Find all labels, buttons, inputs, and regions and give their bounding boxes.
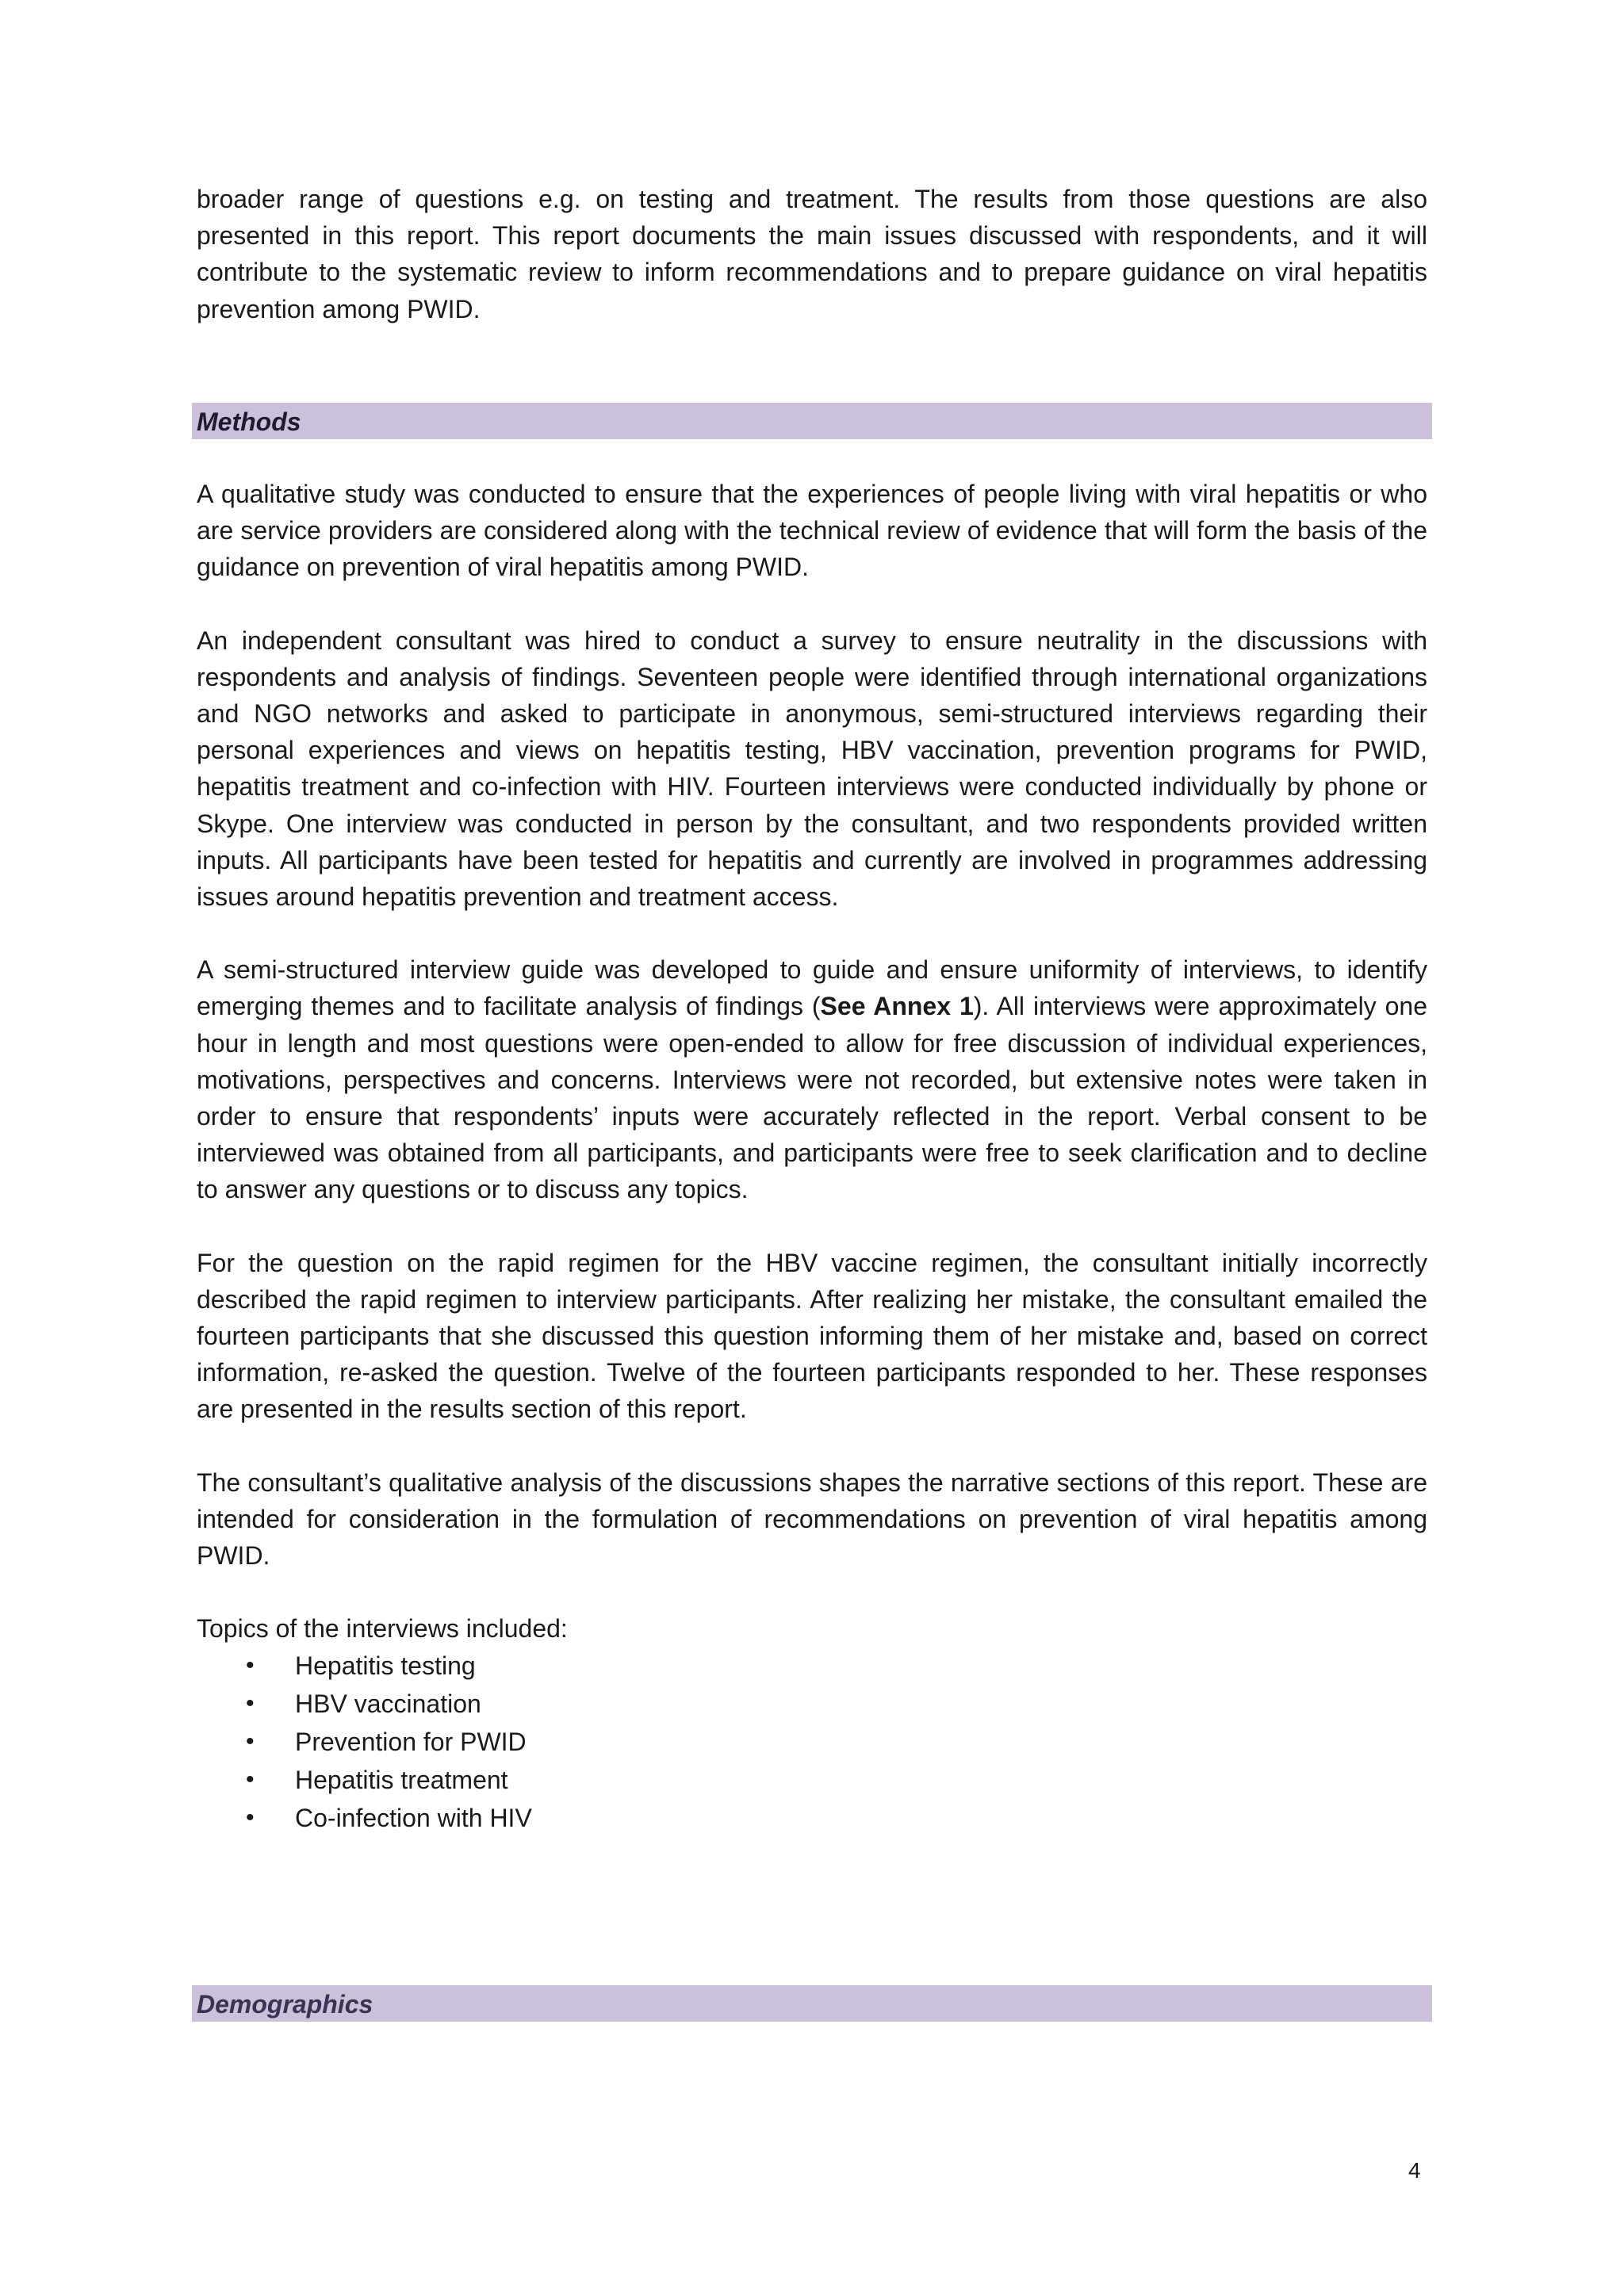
bullet-icon: • [246, 1804, 255, 1831]
list-item: • Co-infection with HIV [197, 1799, 1427, 1837]
topics-intro: Topics of the interviews included: [197, 1614, 568, 1644]
bullet-icon: • [246, 1652, 255, 1679]
intro-block [197, 181, 1427, 327]
bullet-icon: • [246, 1766, 255, 1793]
methods-paragraph-3-start: A semi-structured interview guide was developed to guide and ensure uniformity of interviews, to identify emerging themes and to facilitate analysis of findings ( [197, 955, 1427, 1021]
bullet-icon: • [246, 1690, 255, 1717]
methods-paragraph-4: For the question on the rapid regimen for the HBV vaccine regimen, the consultant initially incorrectly described the rapid regimen to interview participants. After realizing her mistake, the consultant emailed the fourteen participants that she discussed this question informing them of her mistake and, based on correct information, re-asked the question. Twelve of the fourteen participants responded to her. These responses are presented in the results section of this report. [197, 1248, 1427, 1424]
demographics-heading-bar [192, 1985, 1432, 2022]
list-item: • Prevention for PWID [197, 1723, 1427, 1761]
list-item: • Hepatitis treatment [197, 1761, 1427, 1799]
methods-paragraph-1: A qualitative study was conducted to ensure that the experiences of people living with viral hepatitis or who are service providers are considered along with the technical review of evidence that will form the basis of the guidance on prevention of viral hepatitis among PWID. [197, 480, 1427, 582]
bullet-icon: • [246, 1728, 255, 1755]
list-item: • HBV vaccination [197, 1685, 1427, 1723]
topics-list [197, 1647, 1427, 1837]
list-item: • Hepatitis testing [197, 1647, 1427, 1685]
methods-paragraph-5: The consultant’s qualitative analysis of the discussions shapes the narrative sections of this report. These are intended for consideration in the formulation of recommendations on prevention of viral hepatitis among PWID. [197, 1468, 1427, 1571]
methods-paragraph-3-end: ). All interviews were approximately one hour in length and most questions were open-ended to allow for free discussion of individual experiences, motivations, perspectives and concerns. Interviews were not recorded, but extensive notes were taken in order to ensure that respondents’ inputs were accurately reflected in the report. Verbal consent to be interviewed was obtained from all participants, and participants were free to seek clarification and to decline to answer any questions or to discuss any topics. [197, 992, 1428, 1204]
methods-paragraph-2: An independent consultant was hired to conduct a survey to ensure neutrality in the discussions with respondents and analysis of findings. Seventeen people were identified through international organizations and NGO networks and asked to participate in anonymous, semi-structured interviews regarding their personal experiences and views on hepatitis testing, HBV vaccination, prevention programs for PWID, hepatitis treatment and co-infection with HIV. Fourteen interviews were conducted individually by phone or Skype. One interview was conducted in person by the consultant, and two respondents provided written inputs. All participants have been tested for hepatitis and currently are involved in programmes addressing issues around hepatitis prevention and treatment access. [197, 626, 1427, 912]
annex-reference: See Annex 1 [820, 992, 974, 1021]
methods-heading-bar [192, 403, 1432, 439]
demographics-heading: Demographics [197, 1990, 373, 2019]
page-number: 4 [1408, 2158, 1421, 2183]
methods-body [197, 476, 1427, 1837]
intro-paragraph: broader range of questions e.g. on testing and treatment. The results from those questions are also presented in this report. This report documents the main issues discussed with respondents, and it will contribute to the systematic review to inform recommendations and to prepare guidance on viral hepatitis prevention among PWID. [197, 185, 1427, 323]
methods-heading: Methods [197, 408, 301, 436]
methods-paragraph-3 [197, 951, 1427, 1207]
